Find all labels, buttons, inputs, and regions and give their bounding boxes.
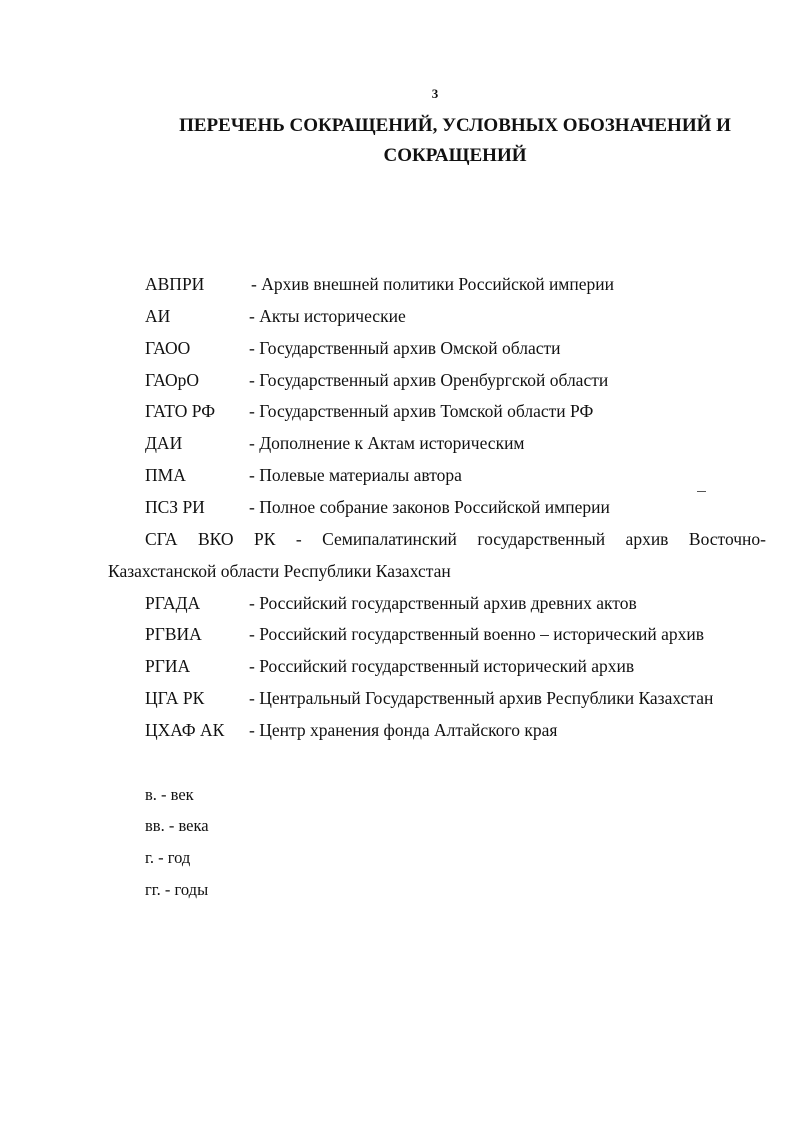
abbreviation-description: - Российский государственный исторический архив: [249, 656, 635, 676]
abbreviation: ГАОрО: [145, 370, 200, 390]
wide-entry-line-1: СГА ВКО РК - Семипалатинский государственный архив Восточно-: [145, 529, 766, 549]
abbreviation-description: - Российский государственный архив древних актов: [249, 593, 637, 613]
abbreviation-description: - Государственный архив Оренбургской области: [249, 370, 609, 390]
abbreviation-description: - Государственный архив Томской области РФ: [249, 401, 594, 421]
abbreviation: РГИА: [145, 656, 191, 676]
page-title-line-2: СОКРАЩЕНИЙ: [383, 145, 527, 166]
stray-mark: [697, 491, 706, 492]
abbreviation: ГАТО РФ: [145, 401, 216, 421]
abbreviation-description: - Акты исторические: [249, 306, 406, 326]
abbreviation: АВПРИ: [145, 274, 205, 294]
abbreviation-description: - Российский государственный военно – исторический архив: [249, 624, 704, 644]
page-title-line-1: ПЕРЕЧЕНЬ СОКРАЩЕНИЙ, УСЛОВНЫХ ОБОЗНАЧЕНИЙ И: [179, 115, 731, 136]
short-term: вв. - века: [145, 816, 209, 835]
short-term: гг. - годы: [145, 880, 209, 899]
abbreviation: АИ: [145, 306, 171, 326]
abbreviation: РГАДА: [145, 593, 201, 613]
wide-entry-line-2: Казахстанской области Республики Казахстан: [108, 561, 451, 581]
short-term: в. - век: [145, 785, 194, 804]
abbreviation: ЦГА РК: [145, 688, 205, 708]
abbreviation-description: - Государственный архив Омской области: [249, 338, 561, 358]
abbreviation-description: - Центральный Государственный архив Республики Казахстан: [249, 688, 714, 708]
abbreviation-description: - Полное собрание законов Российской империи: [249, 497, 610, 517]
abbreviation: РГВИА: [145, 624, 202, 644]
abbreviation-description: - Архив внешней политики Российской империи: [251, 274, 614, 294]
abbreviation: ГАОО: [145, 338, 191, 358]
abbreviation: ПСЗ РИ: [145, 497, 205, 517]
abbreviation: ДАИ: [145, 433, 183, 453]
short-term: г. - год: [145, 848, 191, 867]
abbreviation-description: - Полевые материалы автора: [249, 465, 462, 485]
abbreviation: ЦХАФ АК: [145, 720, 225, 740]
abbreviation-description: - Дополнение к Актам историческим: [249, 433, 525, 453]
page-number: 3: [431, 86, 439, 101]
abbreviation: ПМА: [145, 465, 186, 485]
abbreviation-description: - Центр хранения фонда Алтайского края: [249, 720, 558, 740]
